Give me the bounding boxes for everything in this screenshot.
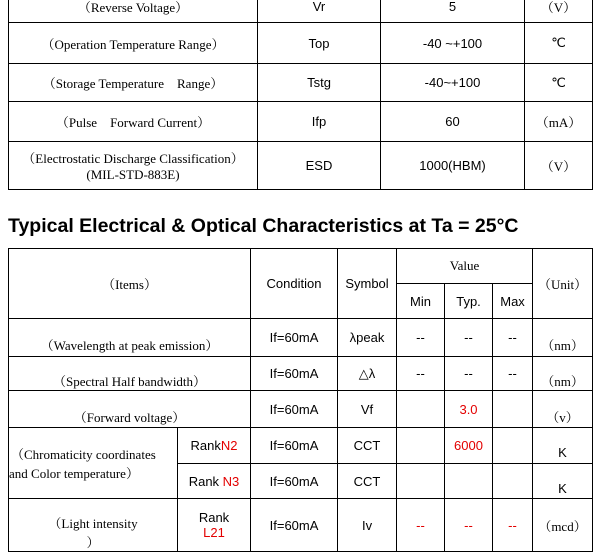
unit-cell: （v） bbox=[533, 391, 593, 428]
min-cell bbox=[397, 428, 445, 464]
symbol-header: Symbol bbox=[338, 249, 397, 319]
symbol-cell: Vr bbox=[258, 0, 381, 23]
typ-cell: -- bbox=[445, 499, 493, 552]
condition-header: Condition bbox=[251, 249, 338, 319]
table-row bbox=[9, 23, 593, 64]
max-cell: -- bbox=[493, 319, 533, 357]
max-cell bbox=[493, 464, 533, 499]
condition-cell: If=60mA bbox=[251, 464, 338, 499]
min-header: Min bbox=[397, 284, 445, 319]
item-cell: （Pulse Forward Current） bbox=[9, 102, 258, 142]
unit-cell: K bbox=[533, 428, 593, 464]
unit-cell: ℃ bbox=[525, 23, 593, 64]
table-row bbox=[9, 499, 593, 552]
symbol-cell: λpeak bbox=[338, 319, 397, 357]
typ-cell: 6000 bbox=[445, 428, 493, 464]
min-cell bbox=[397, 464, 445, 499]
item-cell bbox=[9, 142, 258, 190]
table-row bbox=[9, 319, 593, 357]
symbol-cell: Vf bbox=[338, 391, 397, 428]
rank-code: N3 bbox=[222, 473, 240, 489]
item-cell bbox=[9, 499, 178, 552]
header-row bbox=[9, 249, 593, 284]
table-row bbox=[9, 0, 593, 23]
symbol-cell: Ifp bbox=[258, 102, 381, 142]
typ-cell: 3.0 bbox=[445, 391, 493, 428]
value-cell: -40~+100 bbox=[381, 64, 525, 102]
value-cell: 1000(HBM) bbox=[381, 142, 525, 190]
table-row bbox=[9, 428, 593, 464]
item-line: and Color temperature） bbox=[9, 466, 139, 481]
item-cell: （Storage Temperature Range） bbox=[9, 64, 258, 102]
item-line: （Electrostatic Discharge Classification） bbox=[22, 151, 244, 166]
max-cell bbox=[493, 391, 533, 428]
unit-header: （Unit） bbox=[533, 249, 593, 319]
min-cell: -- bbox=[397, 499, 445, 552]
item-cell: （Forward voltage） bbox=[9, 391, 251, 428]
condition-cell: If=60mA bbox=[251, 319, 338, 357]
symbol-cell: CCT bbox=[338, 428, 397, 464]
item-cell: （Wavelength at peak emission） bbox=[9, 319, 251, 357]
value-cell: -40 ~+100 bbox=[381, 23, 525, 64]
table-row bbox=[9, 64, 593, 102]
rank-cell bbox=[178, 428, 251, 464]
symbol-cell: ESD bbox=[258, 142, 381, 190]
item-cell: （Reverse Voltage） bbox=[9, 0, 258, 23]
symbol-cell: CCT bbox=[338, 464, 397, 499]
rank-cell bbox=[178, 499, 251, 552]
typ-header: Typ. bbox=[445, 284, 493, 319]
max-cell: -- bbox=[493, 357, 533, 391]
absolute-ratings-table bbox=[8, 0, 593, 190]
condition-cell: If=60mA bbox=[251, 391, 338, 428]
symbol-cell: △λ bbox=[338, 357, 397, 391]
condition-cell: If=60mA bbox=[251, 499, 338, 552]
condition-cell: If=60mA bbox=[251, 428, 338, 464]
item-line: ） bbox=[86, 535, 100, 550]
section-title: Typical Electrical & Optical Characteristics at Ta = 25°C bbox=[8, 215, 519, 237]
max-cell: -- bbox=[493, 499, 533, 552]
item-cell: （Spectral Half bandwidth） bbox=[9, 357, 251, 391]
rank-code: N2 bbox=[220, 438, 238, 453]
min-cell bbox=[397, 391, 445, 428]
value-cell: 5 bbox=[381, 0, 525, 23]
symbol-cell: Top bbox=[258, 23, 381, 64]
value-header: Value bbox=[397, 249, 533, 284]
rank-code: L21 bbox=[203, 525, 225, 540]
table-row bbox=[9, 142, 593, 190]
item-line: (MIL-STD-883E) bbox=[86, 167, 180, 182]
max-header: Max bbox=[493, 284, 533, 319]
rank-prefix: Rank bbox=[190, 438, 221, 453]
condition-cell: If=60mA bbox=[251, 357, 338, 391]
typ-cell: -- bbox=[445, 319, 493, 357]
unit-cell: K bbox=[533, 464, 593, 499]
min-cell: -- bbox=[397, 357, 445, 391]
typ-cell: -- bbox=[445, 357, 493, 391]
rank-prefix: Rank bbox=[188, 473, 223, 489]
item-cell bbox=[9, 428, 178, 499]
unit-cell: ℃ bbox=[525, 64, 593, 102]
unit-cell: （mcd） bbox=[533, 499, 593, 552]
item-line: （Light intensity bbox=[48, 516, 138, 531]
value-cell: 60 bbox=[381, 102, 525, 142]
unit-cell: （nm） bbox=[533, 319, 593, 357]
table-row bbox=[9, 102, 593, 142]
unit-cell: （V） bbox=[525, 142, 593, 190]
symbol-cell: Iv bbox=[338, 499, 397, 552]
typ-cell bbox=[445, 464, 493, 499]
unit-cell: （V） bbox=[525, 0, 593, 23]
item-cell: （Operation Temperature Range） bbox=[9, 23, 258, 64]
item-line: （Chromaticity coordinates bbox=[11, 447, 156, 462]
items-header: （Items） bbox=[9, 249, 251, 319]
table-row bbox=[9, 357, 593, 391]
rank-prefix: Rank bbox=[198, 510, 230, 525]
rank-cell bbox=[178, 464, 251, 499]
table-row bbox=[9, 391, 593, 428]
min-cell: -- bbox=[397, 319, 445, 357]
characteristics-table bbox=[8, 248, 593, 552]
unit-cell: （mA） bbox=[525, 102, 593, 142]
symbol-cell: Tstg bbox=[258, 64, 381, 102]
max-cell bbox=[493, 428, 533, 464]
unit-cell: （nm） bbox=[533, 357, 593, 391]
